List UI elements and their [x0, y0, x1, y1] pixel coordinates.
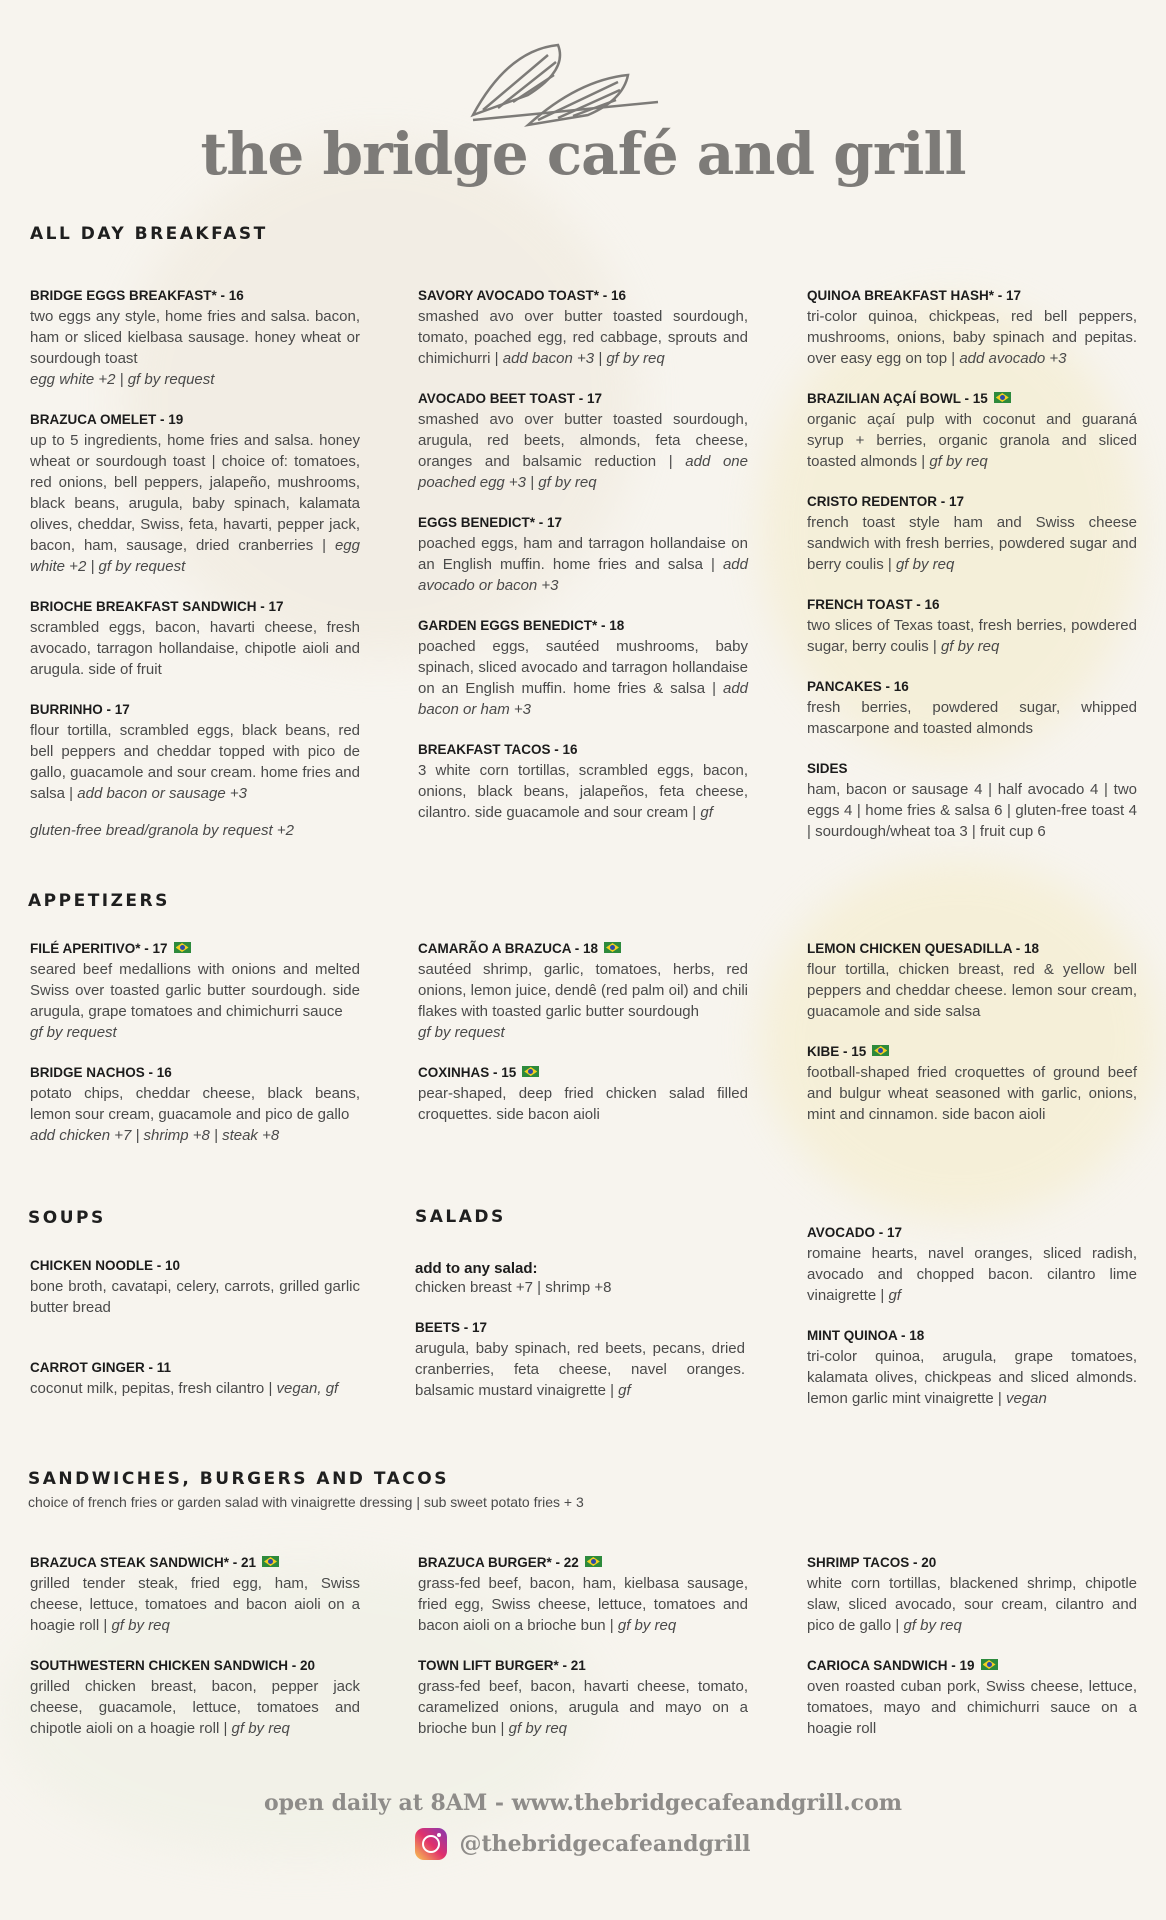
menu-item: [418, 740, 748, 823]
breakfast-column-1: [30, 286, 360, 824]
menu-item-note: gf: [888, 1287, 901, 1304]
menu-item-name: CARIOCA SANDWICH - 19: [807, 1656, 1137, 1676]
menu-item-note: egg white +2 | gf by request: [30, 537, 360, 575]
menu-item: [415, 1318, 745, 1401]
appetizers-column-2: [418, 939, 748, 1145]
brazil-flag-icon: [522, 1066, 539, 1077]
menu-item-description: oven roasted cuban pork, Swiss cheese, lettuce, tomatoes, mayo and chimichurri sauce on a hoagie roll: [807, 1678, 1137, 1737]
menu-item-note: vegan, gf: [276, 1380, 339, 1397]
menu-item: [30, 1358, 360, 1399]
menu-item-name: GARDEN EGGS BENEDICT* - 18: [418, 618, 625, 633]
menu-item-name: EGGS BENEDICT* - 17: [418, 515, 563, 530]
menu-item-name: AVOCADO - 17: [807, 1225, 903, 1240]
menu-item-description: ham, bacon or sausage 4 | half avocado 4 | two eggs 4 | home fries & salsa 6 | gluten-free toast 4 | sourdough/wheat toa 3 | fruit cup 6: [807, 781, 1137, 840]
menu-item: [807, 1042, 1137, 1125]
salads-column-3: [807, 1223, 1137, 1429]
instagram-handle[interactable]: @thebridgecafeandgrill: [459, 1831, 751, 1857]
menu-item-name: SIDES: [807, 761, 848, 776]
menu-item-description: potato chips, cheddar cheese, black beans, lemon sour cream, guacamole and pico de gallo add chicken +7 | shrimp +8 | steak +8: [30, 1085, 360, 1144]
menu-item-description: romaine hearts, navel oranges, sliced radish, avocado and chopped bacon. cilantro lime vinaigrette | gf: [807, 1245, 1137, 1304]
menu-item: [30, 597, 360, 680]
salads-column-2: [415, 1260, 745, 1421]
menu-item-note: gf by req: [111, 1617, 170, 1634]
menu-item: [30, 410, 360, 577]
menu-item-name: SOUTHWESTERN CHICKEN SANDWICH - 20: [30, 1658, 316, 1673]
menu-item-name: MINT QUINOA - 18: [807, 1328, 925, 1343]
salad-add-description: chicken breast +7 | shrimp +8: [415, 1279, 612, 1296]
menu-item-name: COXINHAS - 15: [418, 1063, 748, 1083]
menu-item-note: gf by req: [231, 1720, 290, 1737]
menu-item-note: egg white +2 | gf by request: [30, 371, 215, 388]
salad-add-ons: [415, 1260, 745, 1298]
menu-item-name: BRIOCHE BREAKFAST SANDWICH - 17: [30, 599, 284, 614]
menu-item-name: BRIDGE EGGS BREAKFAST* - 16: [30, 288, 244, 303]
instagram-row[interactable]: [0, 1828, 1166, 1860]
menu-item-description: arugula, baby spinach, red beets, pecans, dried cranberries, feta cheese, navel oranges. balsamic mustard vinaigrette | gf: [415, 1340, 745, 1399]
menu-item: [418, 389, 748, 493]
menu-item-name: BRAZILIAN AÇAÍ BOWL - 15: [807, 389, 1137, 409]
menu-item-name: BRAZUCA STEAK SANDWICH* - 21: [30, 1553, 360, 1573]
menu-item-name: FRENCH TOAST - 16: [807, 597, 940, 612]
menu-item: [30, 1656, 360, 1739]
footer-hours-website[interactable]: open daily at 8AM - www.thebridgecafeandgrill.com: [263, 1790, 903, 1816]
sandwiches-column-3: [807, 1553, 1137, 1759]
brazil-flag-icon: [604, 942, 621, 953]
menu-item: [418, 1656, 748, 1739]
menu-item-note: add one poached egg +3 | gf by req: [418, 453, 748, 491]
menu-item: [30, 939, 360, 1043]
brazil-flag-icon: [872, 1045, 889, 1056]
menu-item-description: two slices of Texas toast, fresh berries, powdered sugar, berry coulis | gf by req: [807, 617, 1137, 655]
menu-item-description: coconut milk, pepitas, fresh cilantro | vegan, gf: [30, 1380, 339, 1397]
menu-item-name: LEMON CHICKEN QUESADILLA - 18: [807, 941, 1040, 956]
menu-item-note: vegan: [1005, 1390, 1047, 1407]
menu-item: [807, 1223, 1137, 1306]
menu-item-description: bone broth, cavatapi, celery, carrots, grilled garlic butter bread: [30, 1278, 360, 1316]
menu-item-note: gf: [700, 804, 713, 821]
menu-item-name: PANCAKES - 16: [807, 679, 909, 694]
menu-item-description: fresh berries, powdered sugar, whipped mascarpone and toasted almonds: [807, 699, 1137, 737]
bridge-logo-icon: [468, 40, 668, 130]
menu-item-description: poached eggs, ham and tarragon hollandaise on an English muffin. home fries and salsa | add avocado or bacon +3: [418, 535, 748, 594]
menu-item-note: gf by req: [617, 1617, 677, 1634]
menu-item-description: smashed avo over butter toasted sourdough, tomato, poached egg, red cabbage, sprouts and chimichurri | add bacon +3 | gf by req: [418, 308, 748, 367]
menu-item-description: scrambled eggs, bacon, havarti cheese, fresh avocado, tarragon hollandaise, chipotle aioli and arugula. side of fruit: [30, 619, 360, 678]
soups-section-title: SOUPS: [28, 1208, 106, 1228]
appetizers-column-3: [807, 939, 1137, 1145]
menu-item-description: flour tortilla, chicken breast, red & yellow bell peppers and cheddar cheese. lemon sour cream, guacamole and side salsa: [807, 961, 1137, 1020]
menu-item-description: french toast style ham and Swiss cheese sandwich with fresh berries, powdered sugar and berry coulis | gf by req: [807, 514, 1137, 573]
menu-item-name: KIBE - 15: [807, 1042, 1137, 1062]
menu-item-note: gf by request: [418, 1024, 505, 1041]
appetizers-column-1: [30, 939, 360, 1166]
menu-item-note: add avocado +3: [959, 350, 1067, 367]
menu-item-name: SHRIMP TACOS - 20: [807, 1555, 937, 1570]
menu-item-name: CHICKEN NOODLE - 10: [30, 1258, 181, 1273]
menu-item-name: QUINOA BREAKFAST HASH* - 17: [807, 288, 1022, 303]
menu-item: [30, 700, 360, 804]
menu-item-name: BREAKFAST TACOS - 16: [418, 742, 578, 757]
menu-item-name: BRAZUCA BURGER* - 22: [418, 1553, 748, 1573]
menu-item-name: BURRINHO - 17: [30, 702, 130, 717]
sandwiches-subtitle: choice of french fries or garden salad with vinaigrette dressing | sub sweet potato fries + 3: [28, 1494, 584, 1510]
menu-item-description: grilled chicken breast, bacon, pepper jack cheese, guacamole, lettuce, tomatoes and chipotle aioli on a hoagie roll | gf by req: [30, 1678, 360, 1737]
sandwiches-section-title: SANDWICHES, BURGERS AND TACOS: [28, 1469, 449, 1489]
brazil-flag-icon: [262, 1556, 279, 1567]
brazil-flag-icon: [585, 1556, 602, 1567]
soups-column: [30, 1256, 360, 1419]
sandwiches-column-1: [30, 1553, 360, 1759]
brazil-flag-icon: [994, 392, 1011, 403]
menu-item-name: FILÉ APERITIVO* - 17: [30, 939, 360, 959]
menu-item: [807, 492, 1137, 575]
menu-item: [418, 513, 748, 596]
sandwiches-column-2: [418, 1553, 748, 1759]
menu-item-description: tri-color quinoa, arugula, grape tomatoes, kalamata olives, chickpeas and sliced almonds. lemon garlic mint vinaigrette | vegan: [807, 1348, 1137, 1407]
menu-item: [418, 286, 748, 369]
menu-item-description: football-shaped fried croquettes of ground beef and bulgur wheat seasoned with garlic, onions, mint and cinnamon. side bacon aioli: [807, 1064, 1137, 1123]
menu-item-description: two eggs any style, home fries and salsa. bacon, ham or sliced kielbasa sausage. honey wheat or sourdough toast egg white +2 | gf by request: [30, 308, 360, 388]
menu-item-note: add bacon or sausage +3: [77, 785, 247, 802]
menu-item-description: 3 white corn tortillas, scrambled eggs, bacon, onions, black beans, jalapeños, feta cheese, cilantro. side guacamole and sour cream | gf: [418, 762, 748, 821]
menu-item-description: up to 5 ingredients, home fries and salsa. honey wheat or sourdough toast | choice of: tomatoes, red onions, bell peppers, jalapeño, mushrooms, black beans, arugula, baby spinach, kalamata olives, cheddar, Swiss, feta, havarti, pepper jack, bacon, ham, sausage, dried cranberries | egg white +2 | gf by request: [30, 432, 360, 575]
menu-item-note: add chicken +7 | shrimp +8 | steak +8: [30, 1127, 280, 1144]
instagram-icon[interactable]: [415, 1828, 447, 1860]
salads-section-title: SALADS: [415, 1207, 506, 1227]
menu-item-name: CAMARÃO A BRAZUCA - 18: [418, 939, 748, 959]
menu-item-name: CARROT GINGER - 11: [30, 1360, 172, 1375]
menu-item: [418, 1553, 748, 1636]
menu-item: [807, 595, 1137, 657]
menu-item-description: white corn tortillas, blackened shrimp, chipotle slaw, sliced avocado, sour cream, cilantro and pico de gallo | gf by req: [807, 1575, 1137, 1634]
menu-item: [418, 939, 748, 1043]
menu-item-name: BRAZUCA OMELET - 19: [30, 412, 184, 427]
menu-item: [418, 1063, 748, 1125]
menu-item-description: grilled tender steak, fried egg, ham, Swiss cheese, lettuce, tomatoes and bacon aioli on a hoagie roll | gf by req: [30, 1575, 360, 1634]
menu-item: [807, 1656, 1137, 1739]
menu-item-name: CRISTO REDENTOR - 17: [807, 494, 965, 509]
menu-item-name: BRIDGE NACHOS - 16: [30, 1065, 172, 1080]
menu-item: [807, 389, 1137, 472]
menu-item-description: seared beef medallions with onions and melted Swiss over toasted garlic butter sourdough. side arugula, grape tomatoes and chimichurri sauce gf by request: [30, 961, 360, 1041]
menu-item: [30, 1553, 360, 1636]
menu-item-note: gf by req: [895, 556, 955, 573]
menu-item-description: sautéed shrimp, garlic, tomatoes, herbs, red onions, lemon juice, dendê (red palm oil) and chili flakes with toasted garlic butter sourdough gf by request: [418, 961, 748, 1041]
breakfast-footnote: gluten-free bread/granola by request +2: [30, 822, 294, 839]
appetizers-section-title: APPETIZERS: [28, 891, 170, 911]
menu-item: [418, 616, 748, 720]
menu-item: [807, 759, 1137, 842]
menu-item-name: SAVORY AVOCADO TOAST* - 16: [418, 288, 627, 303]
menu-item-note: add bacon or ham +3: [418, 680, 749, 718]
menu-item-name: TOWN LIFT BURGER* - 21: [418, 1658, 586, 1673]
menu-item-note: gf by req: [903, 1617, 962, 1634]
menu-item-note: gf by request: [30, 1024, 117, 1041]
menu-item: [807, 677, 1137, 739]
menu-item-name: BEETS - 17: [415, 1320, 488, 1335]
menu-item: [30, 1256, 360, 1318]
menu-item: [807, 1553, 1137, 1636]
menu-item-note: gf by req: [508, 1720, 568, 1737]
brazil-flag-icon: [174, 942, 191, 953]
menu-item: [30, 286, 360, 390]
menu-item-description: flour tortilla, scrambled eggs, black beans, red bell peppers and cheddar topped with pico de gallo, guacamole and sour cream. home fries and salsa | add bacon or sausage +3: [30, 722, 360, 802]
menu-item: [807, 939, 1137, 1022]
menu-item-description: grass-fed beef, bacon, ham, kielbasa sausage, fried egg, Swiss cheese, lettuce, tomatoes and bacon aioli on a brioche bun | gf by req: [418, 1575, 748, 1634]
breakfast-section-title: ALL DAY BREAKFAST: [30, 224, 268, 244]
menu-item-description: smashed avo over butter toasted sourdough, arugula, red beets, almonds, feta cheese, oranges and balsamic reduction | add one poached egg +3 | gf by req: [418, 411, 748, 491]
menu-item-note: gf by req: [940, 638, 1000, 655]
menu-item-note: gf: [618, 1382, 631, 1399]
menu-item-description: pear-shaped, deep fried chicken salad filled croquettes. side bacon aioli: [418, 1085, 748, 1123]
salad-add-title: add to any salad:: [415, 1260, 538, 1277]
menu-item-description: grass-fed beef, bacon, havarti cheese, tomato, caramelized onions, arugula and mayo on a brioche bun | gf by req: [418, 1678, 748, 1737]
menu-item-description: tri-color quinoa, chickpeas, red bell peppers, mushrooms, onions, baby spinach and pepitas. over easy egg on top | add avocado +3: [807, 308, 1137, 367]
breakfast-column-2: [418, 286, 748, 843]
menu-item-note: add bacon +3 | gf by req: [502, 350, 665, 367]
menu-item-note: gf by req: [929, 453, 988, 470]
brazil-flag-icon: [981, 1659, 998, 1670]
restaurant-title: the bridge café and grill: [200, 120, 966, 188]
menu-item-note: add avocado or bacon +3: [418, 556, 748, 594]
breakfast-column-3: [807, 286, 1137, 862]
menu-item: [807, 1326, 1137, 1409]
menu-item: [30, 1063, 360, 1146]
menu-item-name: AVOCADO BEET TOAST - 17: [418, 391, 603, 406]
menu-item-description: organic açaí pulp with coconut and guaraná syrup + berries, organic granola and sliced toasted almonds | gf by req: [807, 411, 1137, 470]
menu-item-description: poached eggs, sautéed mushrooms, baby spinach, sliced avocado and tarragon hollandaise on an English muffin. home fries & salsa | add bacon or ham +3: [418, 638, 749, 718]
menu-item: [807, 286, 1137, 369]
